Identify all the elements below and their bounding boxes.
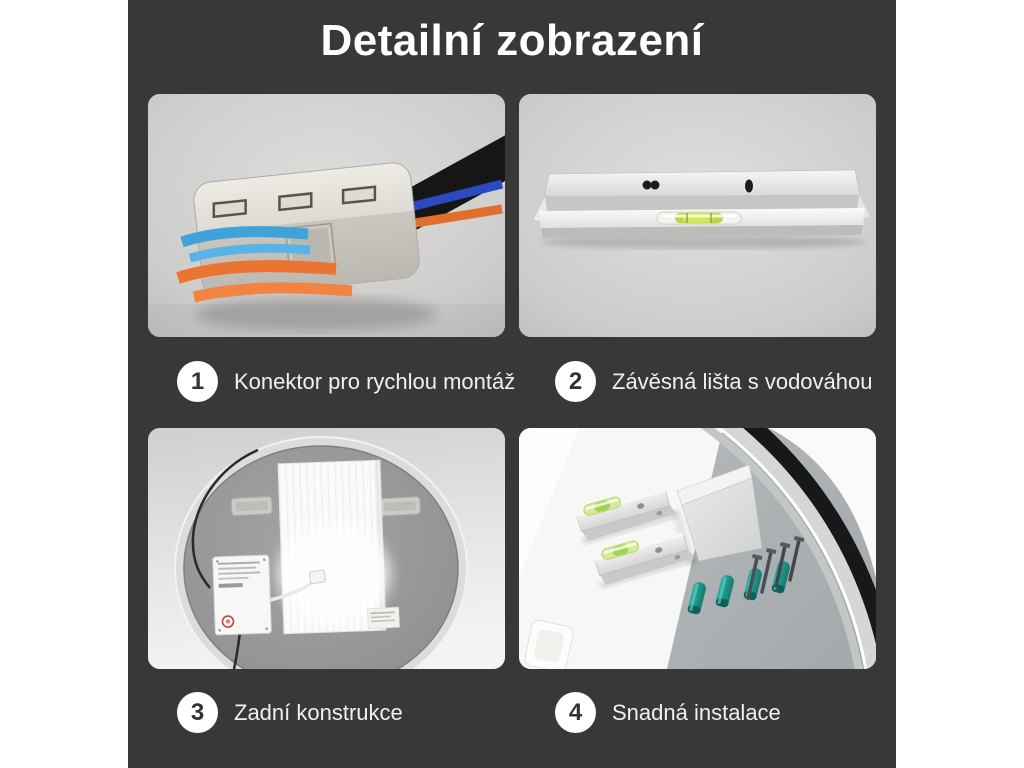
feature-caption-4 xyxy=(555,692,781,733)
step-number-badge: 3 xyxy=(177,692,218,733)
step-number-badge: 4 xyxy=(555,692,596,733)
feature-label: Konektor pro rychlou montáž xyxy=(234,368,516,394)
step-number-badge: 1 xyxy=(177,361,218,402)
led-driver-box xyxy=(213,555,272,635)
light-reflection xyxy=(278,526,390,622)
feature-caption-2 xyxy=(555,361,873,402)
photo-mounting-hardware xyxy=(519,428,876,669)
feature-label: Snadná instalace xyxy=(612,699,781,725)
aluminium-rail xyxy=(533,170,871,238)
cable-connector xyxy=(309,570,326,584)
feature-label: Zadní konstrukce xyxy=(234,699,403,725)
wire-connector-illustration xyxy=(148,94,505,337)
keyhole-slot-right xyxy=(745,180,753,193)
photo-mirror-back xyxy=(148,428,505,669)
hanging-rail-illustration xyxy=(519,94,876,337)
photo-hanging-rail xyxy=(519,94,876,337)
spec-label xyxy=(367,607,399,629)
mounting-slot-right xyxy=(380,497,421,516)
feature-caption-3 xyxy=(177,692,403,733)
mirror-back-illustration xyxy=(148,428,505,669)
spirit-level-vial xyxy=(657,212,741,224)
feature-caption-1 xyxy=(177,361,515,402)
mounting-hardware-illustration xyxy=(519,428,876,669)
step-number-badge: 2 xyxy=(555,361,596,402)
plastic-clip xyxy=(524,619,575,669)
photo-wire-connector xyxy=(148,94,505,337)
feature-label: Závěsná lišta s vodováhou xyxy=(612,368,873,394)
keyhole-slot-left xyxy=(643,181,652,190)
lever-slot-1 xyxy=(214,200,246,216)
lever-slot-3 xyxy=(343,187,375,203)
mounting-slot-left xyxy=(231,497,272,516)
lever-slot-2 xyxy=(279,193,311,209)
page-title: Detailní zobrazení xyxy=(320,16,704,65)
